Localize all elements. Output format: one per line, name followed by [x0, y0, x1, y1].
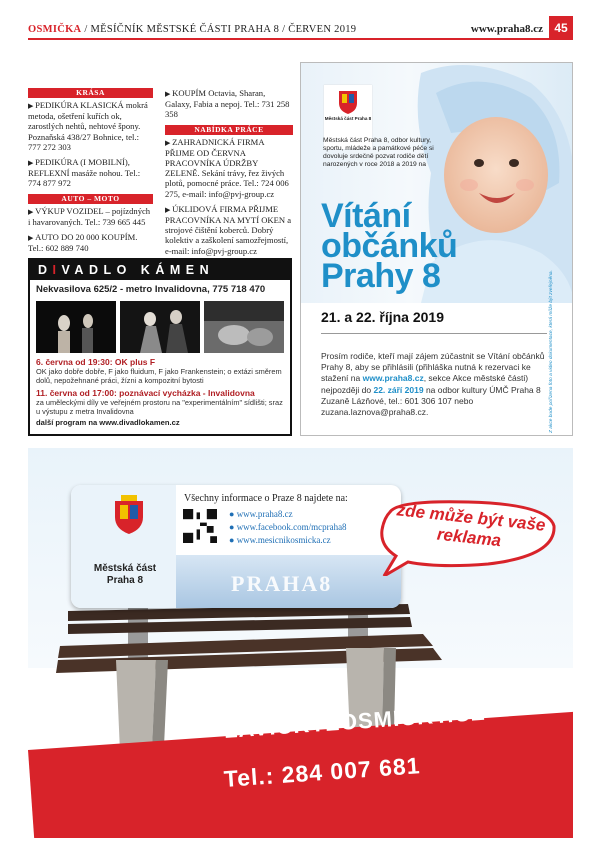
bullet-icon: ▶ [28, 159, 36, 168]
praha8-crest-icon [337, 89, 359, 115]
bubble-text: zde může být vaše reklama [395, 500, 547, 551]
sculpture-photo [204, 301, 284, 353]
link[interactable]: www.praha8.cz [236, 509, 293, 519]
bullet-icon: ▶ [165, 90, 173, 98]
sign-links [229, 508, 347, 547]
theatre-address: Nekvasilova 625/2 - metro Invalidovna, 775 718 470 [36, 284, 266, 295]
event-title: 6. června od 19:30: OK plus F [36, 357, 156, 367]
theatre-name: D I VADLO KÁMEN [30, 260, 290, 280]
classified-item: ▶ VÝKUP VOZIDEL – pojízdných i havarovaných. Tel.: 739 665 445 [28, 205, 151, 227]
event-title: 11. června od 17:00: poznávací vycházka - Invalidovna [36, 388, 255, 398]
classified-item: ▶ PEDIKÚRA (I MOBILNÍ), REFLEXNÍ masáže nohou. Tel.: 774 877 972 [28, 157, 141, 189]
event-headline: Vítání občánků Prahy 8 [321, 197, 458, 295]
theatre-program [30, 353, 290, 427]
header-url[interactable]: www.praha8.cz [470, 23, 543, 35]
section-heading-krasa: KRÁSA [28, 88, 153, 98]
classified-item: ▶ ÚKLIDOVÁ FIRMA PŘIJME PRACOVNÍKA NA MYTÍ OKEN a strojové čištění koberců. Dobrý kolektiv a zaškolení samozřejmostí, e-mail: info@pvj-group.cz [165, 203, 292, 256]
praha8-crest-icon [113, 495, 145, 535]
bullet-icon: ▶ [28, 234, 36, 243]
sign-municipality-name: Městská část Praha 8 [93, 563, 157, 586]
praha8-logo: Městská část Praha 8 [324, 85, 372, 149]
classifieds-column-2 [165, 88, 293, 261]
divider [321, 333, 547, 334]
event-date: 21. a 22. října 2019 [321, 309, 444, 325]
section-heading-nabidka-prace: NABÍDKA PRÁCE [165, 125, 293, 135]
bench-advert [28, 448, 573, 838]
bench-ad-phone: Tel.: 284 007 681 [223, 752, 422, 792]
classifieds-column-1 [28, 88, 153, 258]
performance-photo [36, 301, 116, 353]
link[interactable]: www.mesicnikosmicka.cz [236, 535, 331, 545]
sign-info-text: Všechny informace o Praze 8 najdete na: [184, 493, 348, 504]
classified-item: ▶ PEDIKÚRA KLASICKÁ mokrá metoda, ošetření kuřích ok, zarostlých nehtů, nehtové špony. Poznaňská 438/27 Bohnice, tel.: 777 272 303 [28, 100, 148, 152]
bench-sign [71, 485, 401, 608]
invitation-blurb: Městská část Praha 8, odbor kultury, sportu, mládeže a památkové péče si dovoluje srdečně pozvat rodiče dětí narozených v roce 2018 a 2019 na [323, 137, 434, 168]
page-number: 45 [549, 16, 573, 40]
bullet-icon: ▶ [165, 138, 173, 147]
event-description: OK jako dobře dobře, F jako fluidum, F jako Frankenstein; o extázi směrem dolů, nepožehnané práci, žízni a kompozitní bytosti [36, 367, 282, 385]
praha8-link[interactable]: www.praha8.cz [362, 373, 424, 384]
deadline: 22. září 2019 [373, 384, 424, 395]
bullet-icon: ● [229, 535, 237, 545]
more-program-link[interactable]: další program na www.divadlokamen.cz [36, 418, 180, 427]
bench-ad-url[interactable]: LAVICKYZOSMICKY.CZ [223, 699, 487, 743]
page-header [28, 18, 573, 40]
link[interactable]: www.facebook.com/mcpraha8 [236, 522, 347, 532]
event-description: za uměleckými díly ve veřejném prostoru na "experimentálním" sídlišti; sraz u výstupu z metra Invalidovna [36, 398, 283, 416]
theatre-photos [30, 295, 290, 353]
performance-photo [120, 301, 200, 353]
qr-code-icon [183, 509, 217, 543]
bullet-icon: ● [229, 509, 237, 519]
header-title [28, 24, 356, 38]
classified-item: ▶ AUTO DO 20 000 KOUPÍM. Tel.: 602 889 740 [28, 232, 138, 254]
bullet-icon: ▶ [165, 205, 173, 214]
bullet-icon: ▶ [28, 207, 36, 216]
bullet-icon: ▶ [28, 102, 36, 110]
registration-text: Prosím rodiče, kteří mají zájem zúčastnit se Vítání občánků Prahy 8, aby se přihlásili (přihláška nutná k rezervaci ke stažení na www.praha8.cz, sekce Akce městské části) nejpozději do 22. září 2019 na odbor kultury ÚMČ Praha 8 Zuzaně Lázňové, tel.: 601 306 107 nebo zuzana.laznova@praha8.cz. [321, 351, 545, 418]
bullet-icon: ● [229, 522, 237, 532]
classified-item: ▶ KOUPÍM Octavia, Sharan, Galaxy, Fabia a nepoj. Tel.: 731 258 358 [165, 88, 290, 120]
classified-item: ▶ ZAHRADNICKÁ FIRMA PŘIJME OD ČERVNA PRACOVNÍKA ÚDRŽBY ZELENĚ. Sekání trávy, řez živých plotů, pomocné práce. Tel.: 724 006 275, e-mail: info@pvj-group.cz [165, 136, 289, 199]
photo-disclaimer: Z akce bude pořízena foto a video dokumentace, která může být zveřejněna. [549, 270, 554, 433]
section-heading-auto-moto: AUTO – MOTO [28, 194, 153, 204]
praha8-wordmark: PRAHA8 [231, 571, 333, 596]
header-subtitle: / MĚSÍČNÍK MĚSTSKÉ ČÁSTI PRAHA 8 / ČERVEN 2019 [81, 24, 357, 35]
brand-name: OSMIČKA [28, 24, 82, 35]
divadlo-kamen-ad [28, 258, 292, 436]
vitani-obcanku-ad [300, 62, 573, 436]
